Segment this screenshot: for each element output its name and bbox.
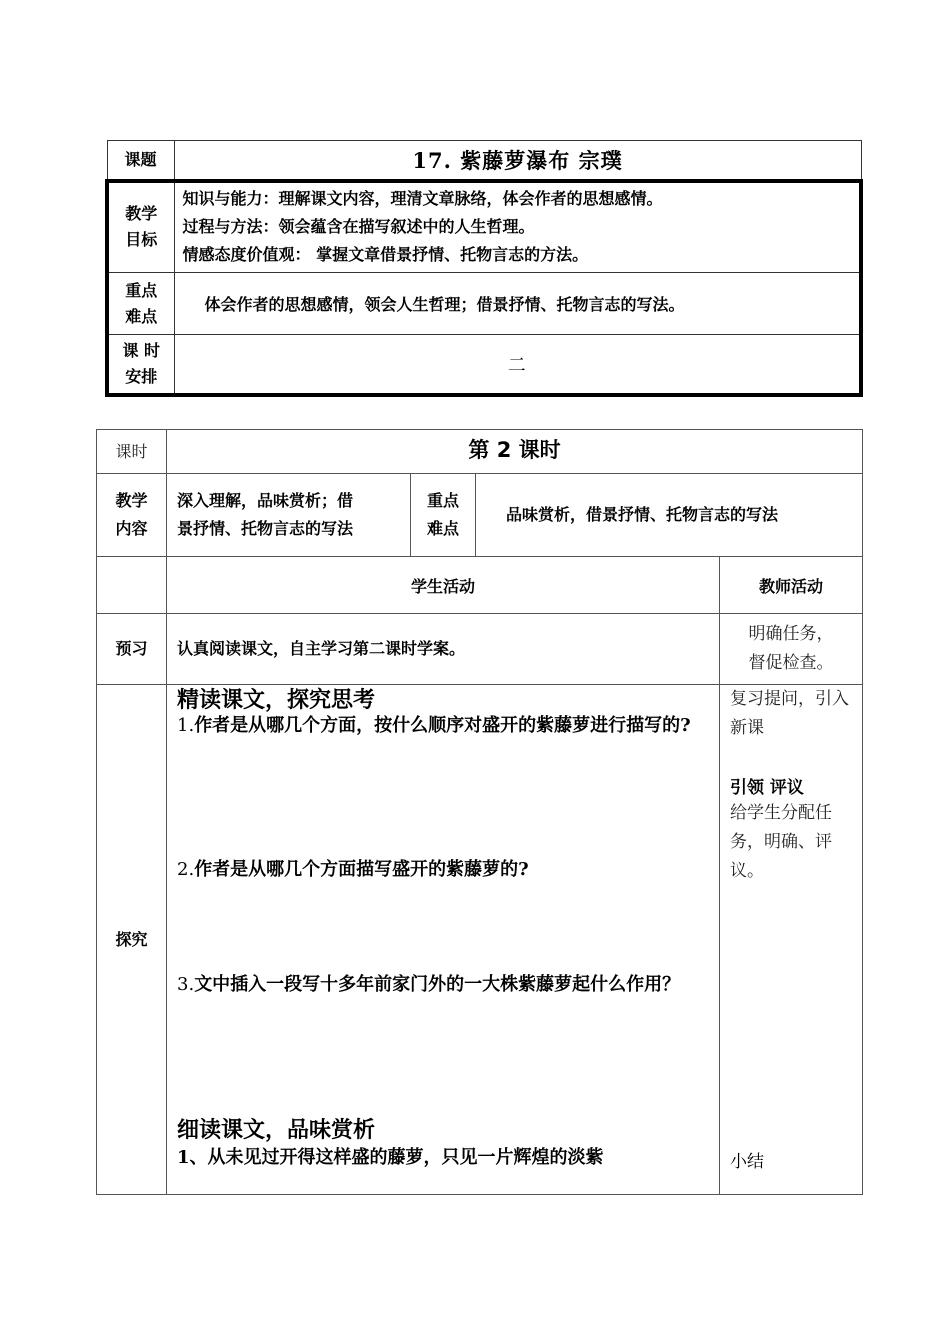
question-1-text: 作者是从哪几个方面，按什么顺序对盛开的紫藤萝进行描写的? [194, 715, 691, 736]
schedule-label-line1: 课 时 [122, 340, 161, 360]
content-line2: 景抒情、托物言志的写法 [177, 519, 354, 538]
lesson-title: 17. 紫藤萝瀑布 宗璞 [174, 141, 861, 181]
goals-label [107, 181, 174, 273]
key-label-line2: 难点 [125, 306, 158, 326]
goals-content [174, 181, 861, 273]
teacher-review: 复习提问，引入新课 [730, 689, 849, 738]
question-3-text: 文中插入一段写十多年前家门外的一大株紫藤萝起什么作用？ [194, 974, 681, 995]
lesson-period-table [96, 429, 863, 1195]
explore-label: 探究 [97, 685, 167, 1195]
goals-label-line2: 目标 [125, 230, 158, 250]
content-text [167, 474, 411, 557]
lesson-key-text: 品味赏析，借景抒情、托物言志的写法 [476, 474, 863, 557]
lesson-plan-table [105, 140, 863, 397]
question-2-number: 2. [177, 859, 195, 880]
preview-teacher-line2: 督促检查。 [748, 653, 834, 673]
goals-label-line1: 教学 [125, 204, 158, 224]
content-label-line2: 内容 [115, 519, 148, 538]
schedule-label [107, 335, 174, 395]
lesson-key-label-line2: 难点 [426, 519, 459, 538]
schedule-value: 二 [174, 335, 861, 395]
goal-attitude: 情感态度价值观： 掌握文章借景抒情、托物言志的方法。 [182, 245, 589, 265]
content-line1: 深入理解，品味赏析；借 [177, 491, 354, 510]
preview-teacher-line1: 明确任务， [748, 624, 834, 644]
teacher-guide: 引领 评议 [730, 778, 804, 798]
goal-knowledge: 知识与能力：理解课文内容，理清文章脉络，体会作者的思想感情。 [182, 189, 663, 209]
question-1 [177, 711, 711, 741]
question-2 [177, 855, 711, 885]
period-label: 课时 [97, 430, 167, 474]
key-content: 体会作者的思想感情，领会人生哲理；借景抒情、托物言志的写法。 [174, 273, 861, 335]
teacher-activity-header: 教师活动 [720, 557, 863, 614]
teacher-summary: 小结 [730, 1152, 764, 1172]
key-label [107, 273, 174, 335]
section-close-reading: 细读课文，品味赏析 [177, 1117, 376, 1143]
content-label-line1: 教学 [115, 491, 148, 510]
teacher-assign: 给学生分配任务，明确、评议。 [730, 803, 832, 881]
preview-label: 预习 [97, 614, 167, 685]
preview-student-text: 认真阅读课文，自主学习第二课时学案。 [167, 614, 720, 685]
key-label-line1: 重点 [125, 280, 158, 300]
blank-cell [97, 557, 167, 614]
lesson-key-label-line1: 重点 [426, 491, 459, 510]
topic-label: 课题 [107, 141, 174, 181]
question-2-text: 作者是从哪几个方面描写盛开的紫藤萝的? [194, 859, 529, 880]
schedule-label-line2: 安排 [125, 366, 158, 386]
question-3 [177, 970, 711, 1000]
section-intensive-reading: 精读课文，探究思考 [177, 687, 376, 713]
goal-process: 过程与方法：领会蕴含在描写叙述中的人生哲理。 [182, 217, 535, 237]
lesson-key-label [411, 474, 476, 557]
period-title: 第 2 课时 [167, 430, 863, 474]
explore-student [167, 685, 720, 1195]
content-label [97, 474, 167, 557]
question-4: 1、从未见过开得这样盛的藤萝，只见一片辉煌的淡紫 [177, 1147, 604, 1168]
explore-teacher [720, 685, 863, 1195]
question-1-number: 1. [177, 715, 195, 736]
question-3-number: 3. [177, 974, 195, 995]
preview-teacher [720, 614, 863, 685]
student-activity-header: 学生活动 [167, 557, 720, 614]
